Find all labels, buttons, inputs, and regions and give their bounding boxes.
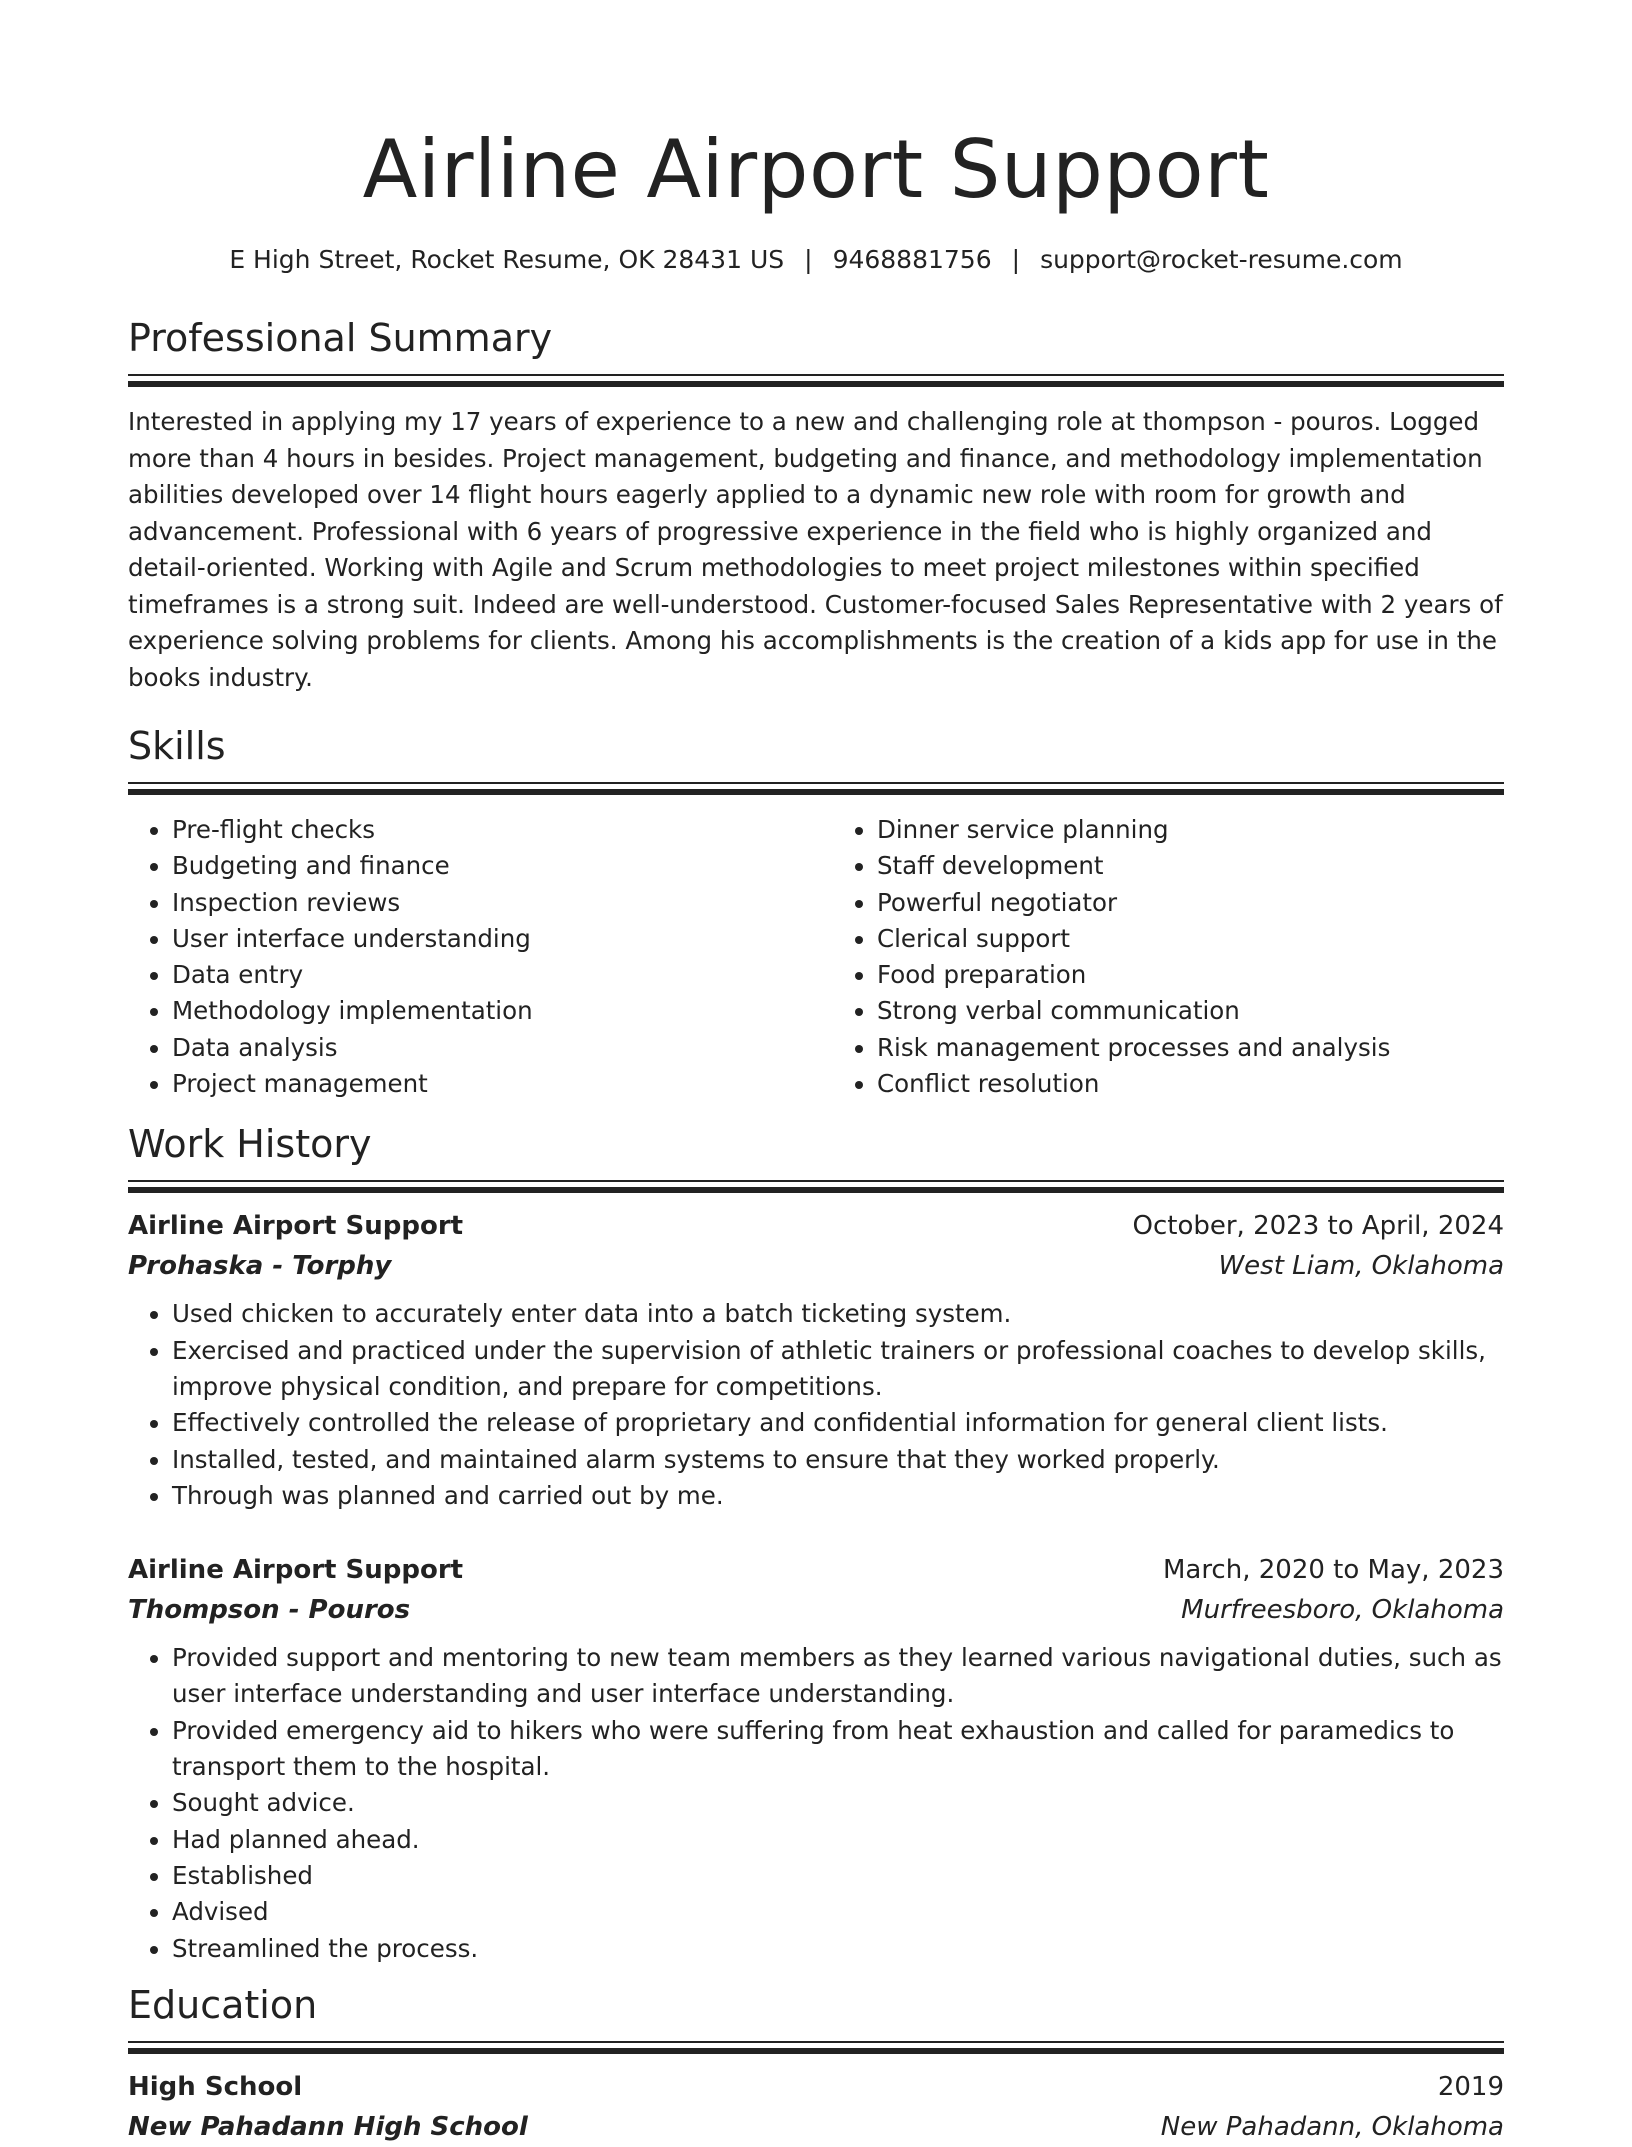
job-dates: October, 2023 to April, 2024: [1132, 1211, 1504, 1242]
contact-email: support@rocket-resume.com: [1040, 245, 1403, 274]
education-header: [128, 2067, 1504, 2107]
skill-item: • Clerical support: [877, 921, 1504, 957]
skill-item: • Methodology implementation: [172, 993, 799, 1029]
job-title: Airline Airport Support: [128, 1211, 464, 1242]
section-title-summary: Professional Summary: [128, 316, 553, 360]
job-header: [128, 1206, 1504, 1246]
education-school: New Pahadann High School: [128, 2111, 528, 2142]
contact-separator: |: [1011, 245, 1021, 274]
skill-item: • Risk management processes and analysis: [877, 1030, 1504, 1066]
job-entry: [128, 1206, 1504, 1514]
job-subheader: [128, 1246, 1504, 1286]
job-location: Murfreesboro, Oklahoma: [1181, 1595, 1504, 1626]
job-dates: March, 2020 to May, 2023: [1162, 1555, 1504, 1586]
section-divider: [128, 2041, 1504, 2053]
duty-item: • Had planned ahead.: [172, 1822, 1504, 1858]
duty-item: • Streamlined the process.: [172, 1931, 1504, 1967]
candidate-name: Airline Airport Support: [362, 123, 1270, 216]
duty-item: • Exercised and practiced under the supervision of athletic trainers or professional coaches to develop skills, improve physical condition, and prepare for competitions.: [172, 1333, 1504, 1406]
skills-list-right: [833, 812, 1504, 1102]
skills-columns: [128, 812, 1504, 1102]
contact-address: E High Street, Rocket Resume, OK 28431 US: [229, 245, 785, 274]
job-subheader: [128, 1590, 1504, 1630]
duty-item: • Provided emergency aid to hikers who were suffering from heat exhaustion and called for paramedics to transport them to the hospital.: [172, 1713, 1504, 1786]
skill-item: • Project management: [172, 1066, 799, 1102]
contact-phone: 9468881756: [832, 245, 992, 274]
job-company: Prohaska - Torphy: [128, 1251, 392, 1282]
summary-text: Interested in applying my 17 years of experience to a new and challenging role at thompson - pouros. Logged more than 4 hours in besides. Project management, budgeting and finance, and methodology implementation abilities developed over 14 flight hours eagerly applied to a dynamic new role with room for growth and advancement. Professional with 6 years of progressive experience in the field who is highly organized and detail-oriented. Working with Agile and Scrum methodologies to meet project milestones within specified timeframes is a strong suit. Indeed are well-understood. Customer-focused Sales Representative with 2 years of experience solving problems for clients. Among his accomplishments is the creation of a kids app for use in the books industry.: [128, 407, 1503, 692]
skill-item: • Data entry: [172, 957, 799, 993]
skill-item: • Staff development: [877, 848, 1504, 884]
contact-separator: |: [804, 245, 813, 274]
section-divider: [128, 1180, 1504, 1192]
work-history-section: [128, 1120, 1504, 1966]
section-divider: [128, 374, 1504, 386]
duty-item: • Established: [172, 1858, 1504, 1894]
skill-item: • Food preparation: [877, 957, 1504, 993]
job-duties: [128, 1296, 1504, 1514]
resume-page: [128, 0, 1504, 2147]
duty-item: • Sought advice.: [172, 1785, 1504, 1821]
skill-item: • Conflict resolution: [877, 1066, 1504, 1102]
education-section: [128, 1981, 1504, 2147]
duty-item: • Advised: [172, 1894, 1504, 1930]
section-divider: [128, 782, 1504, 794]
duty-item: • Provided support and mentoring to new team members as they learned various navigational duties, such as user interface understanding and user interface understanding.: [172, 1640, 1504, 1713]
professional-summary-section: [128, 314, 1504, 696]
section-title-skills: Skills: [128, 724, 226, 768]
skill-item: • User interface understanding: [172, 921, 799, 957]
education-degree: High School: [128, 2071, 303, 2102]
duty-item: • Installed, tested, and maintained alarm systems to ensure that they worked properly.: [172, 1442, 1504, 1478]
contact-line: [128, 244, 1504, 276]
skill-item: • Dinner service planning: [877, 812, 1504, 848]
section-title-work: Work History: [128, 1122, 372, 1167]
job-header: [128, 1550, 1504, 1590]
education-entry: [128, 2067, 1504, 2147]
duty-item: • Through was planned and carried out by me.: [172, 1478, 1504, 1514]
duty-item: • Used chicken to accurately enter data into a batch ticketing system.: [172, 1296, 1504, 1332]
duty-item: • Effectively controlled the release of proprietary and confidential information for general client lists.: [172, 1405, 1504, 1441]
job-entry: [128, 1550, 1504, 1967]
job-location: West Liam, Oklahoma: [1218, 1251, 1504, 1282]
skill-item: • Powerful negotiator: [877, 885, 1504, 921]
skill-item: • Strong verbal communication: [877, 993, 1504, 1029]
education-location: New Pahadann, Oklahoma: [1160, 2111, 1504, 2142]
skills-list-left: [128, 812, 799, 1102]
job-title: Airline Airport Support: [128, 1555, 464, 1586]
skill-item: • Inspection reviews: [172, 885, 799, 921]
skill-item: • Budgeting and finance: [172, 848, 799, 884]
skills-section: [128, 722, 1504, 1102]
section-title-education: Education: [128, 1982, 318, 2027]
skill-item: • Pre-flight checks: [172, 812, 799, 848]
education-year: 2019: [1437, 2071, 1504, 2102]
job-duties: [128, 1640, 1504, 1967]
skill-item: • Data analysis: [172, 1030, 799, 1066]
education-subheader: [128, 2107, 1504, 2147]
job-company: Thompson - Pouros: [128, 1595, 411, 1626]
